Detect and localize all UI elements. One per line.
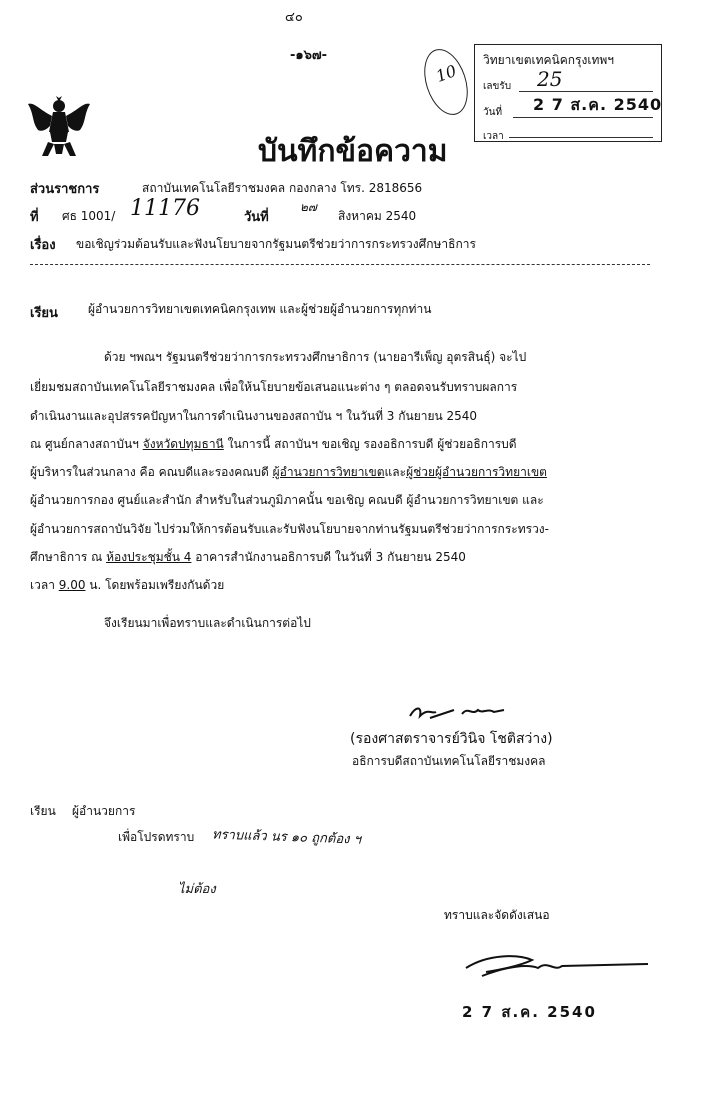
body-line-3: ดำเนินงานและอุปสรรคปัญหาในการดำเนินงานของสถาบัน ฯ ในวันที่ 3 กันยายน 2540	[30, 409, 478, 423]
body-line-2: เยี่ยมชมสถาบันเทคโนโลยีราชมงคล เพื่อให้นโยบายข้อเสนอแนะต่าง ๆ ตลอดจนรับทราบผลการ	[30, 380, 518, 394]
signature-scribble	[408, 700, 518, 724]
body-line-8	[30, 548, 466, 567]
body-line-7: ผู้อำนวยการสถาบันวิจัย ไปร่วมให้การต้อนรับและรับฟังนโยบายจากท่านรัฐมนตรีช่วยว่าการกระทรวง-	[30, 522, 549, 536]
subject-label: เรื่อง	[30, 238, 56, 253]
body-line-5	[30, 463, 547, 482]
closing-line: จึงเรียนมาเพื่อทราบและดำเนินการต่อไป	[104, 616, 311, 630]
document-number-top: -๑๖๗-	[290, 48, 328, 63]
body-line-9-time: 9.00	[58, 578, 86, 592]
body-line-9-c: น. โดยพร้อมเพรียงกันด้วย	[85, 578, 225, 592]
garuda-emblem-icon	[28, 96, 90, 160]
document-date-day: ๒๗	[300, 200, 317, 214]
stamp-date-label: วันที่	[483, 107, 503, 118]
body-line-8-room: ห้องประชุมชั้น 4	[106, 550, 192, 564]
stamp-receive-label: เลขรับ	[483, 81, 512, 92]
body-line-8-c: อาคารสำนักงานอธิการบดี ในวันที่ 3 กันยายน 2540	[191, 550, 466, 564]
recipient-label: เรียน	[30, 306, 58, 321]
body-line-6: ผู้อำนวยการกอง ศูนย์และสำนัก สำหรับในส่วนภูมิภาคนั้น ขอเชิญ คณบดี ผู้อำนวยการวิทยาเขต และ	[30, 493, 544, 507]
body-line-1: ด้วย ฯพณฯ รัฐมนตรีช่วยว่าการกระทรวงศึกษาธิการ (นายอารีเพ็ญ อุตรสินธุ์) จะไป	[104, 350, 527, 364]
recipient-value: ผู้อำนวยการวิทยาเขตเทคนิคกรุงเทพ และผู้ช่วยผู้อำนวยการทุกท่าน	[88, 302, 432, 316]
document-date-label: วันที่	[244, 210, 269, 225]
note-handwritten: ทราบแล้ว นร ๑๐ ถูกต้อง ฯ	[211, 827, 362, 848]
document-title: บันทึกข้อความ	[258, 134, 448, 169]
body-line-9-a: เวลา	[30, 578, 59, 592]
note-recipient: ผู้อำนวยการ	[72, 804, 136, 818]
approval-date: 2 7 ส.ค. 2540	[462, 1003, 597, 1021]
signatory-name: (รองศาสตราจารย์วินิจ โชติสว่าง)	[350, 731, 553, 747]
document-no-prefix: ศธ 1001/	[62, 209, 116, 223]
separator-line	[30, 264, 650, 265]
receive-stamp	[474, 44, 662, 142]
signatory-position: อธิการบดีสถาบันเทคโนโลยีราชมงคล	[352, 754, 546, 768]
document-date-rest: สิงหาคม 2540	[338, 209, 417, 223]
body-line-5-director: ผู้อำนวยการวิทยาเขต	[272, 465, 385, 479]
subject-value: ขอเชิญร่วมต้อนรับและฟังนโยบายจากรัฐมนตรีช่วยว่าการกระทรวงศึกษาธิการ	[76, 237, 476, 251]
document-no-number: 11176	[130, 196, 200, 221]
body-line-9	[30, 576, 224, 595]
acknowledge-text: ทราบและจัดดังเสนอ	[444, 908, 550, 922]
circle-mark-number: 10	[433, 61, 459, 86]
body-line-5-and: และ	[384, 465, 407, 479]
stamp-institution: วิทยาเขตเทคนิคกรุงเทพฯ	[483, 53, 615, 67]
note-handwritten-2: ไม่ต้อง	[178, 882, 216, 897]
body-line-4-a: ณ ศูนย์กลางสถาบันฯ	[30, 437, 143, 451]
body-line-4-c: ในการนี้ สถาบันฯ ขอเชิญ รองอธิการบดี ผู้ช่วยอธิการบดี	[223, 437, 517, 451]
approval-signature	[458, 948, 658, 984]
note-label: เรียน	[30, 804, 56, 818]
body-line-4-province: จังหวัดปทุมธานี	[142, 437, 224, 451]
body-line-5-assistant: ผู้ช่วยผู้อำนวยการวิทยาเขต	[406, 465, 547, 479]
agency-value: สถาบันเทคโนโลยีราชมงคล กองกลาง โทร. 2818656	[142, 181, 423, 195]
stamp-receive-number: 25	[537, 67, 563, 91]
stamp-date-value: 2 7 ส.ค. 2540	[533, 95, 663, 114]
body-line-8-a: ศึกษาธิการ ณ	[30, 550, 107, 564]
document-no-label: ที่	[30, 210, 39, 225]
stamp-time-label: เวลา	[483, 131, 504, 142]
body-line-4	[30, 435, 517, 454]
note-purpose: เพื่อโปรดทราบ	[118, 830, 195, 844]
agency-label: ส่วนราชการ	[30, 182, 100, 197]
body-line-5-a: ผู้บริหารในส่วนกลาง คือ คณบดีและรองคณบดี	[30, 465, 273, 479]
page-number: ๔๐	[285, 10, 303, 25]
